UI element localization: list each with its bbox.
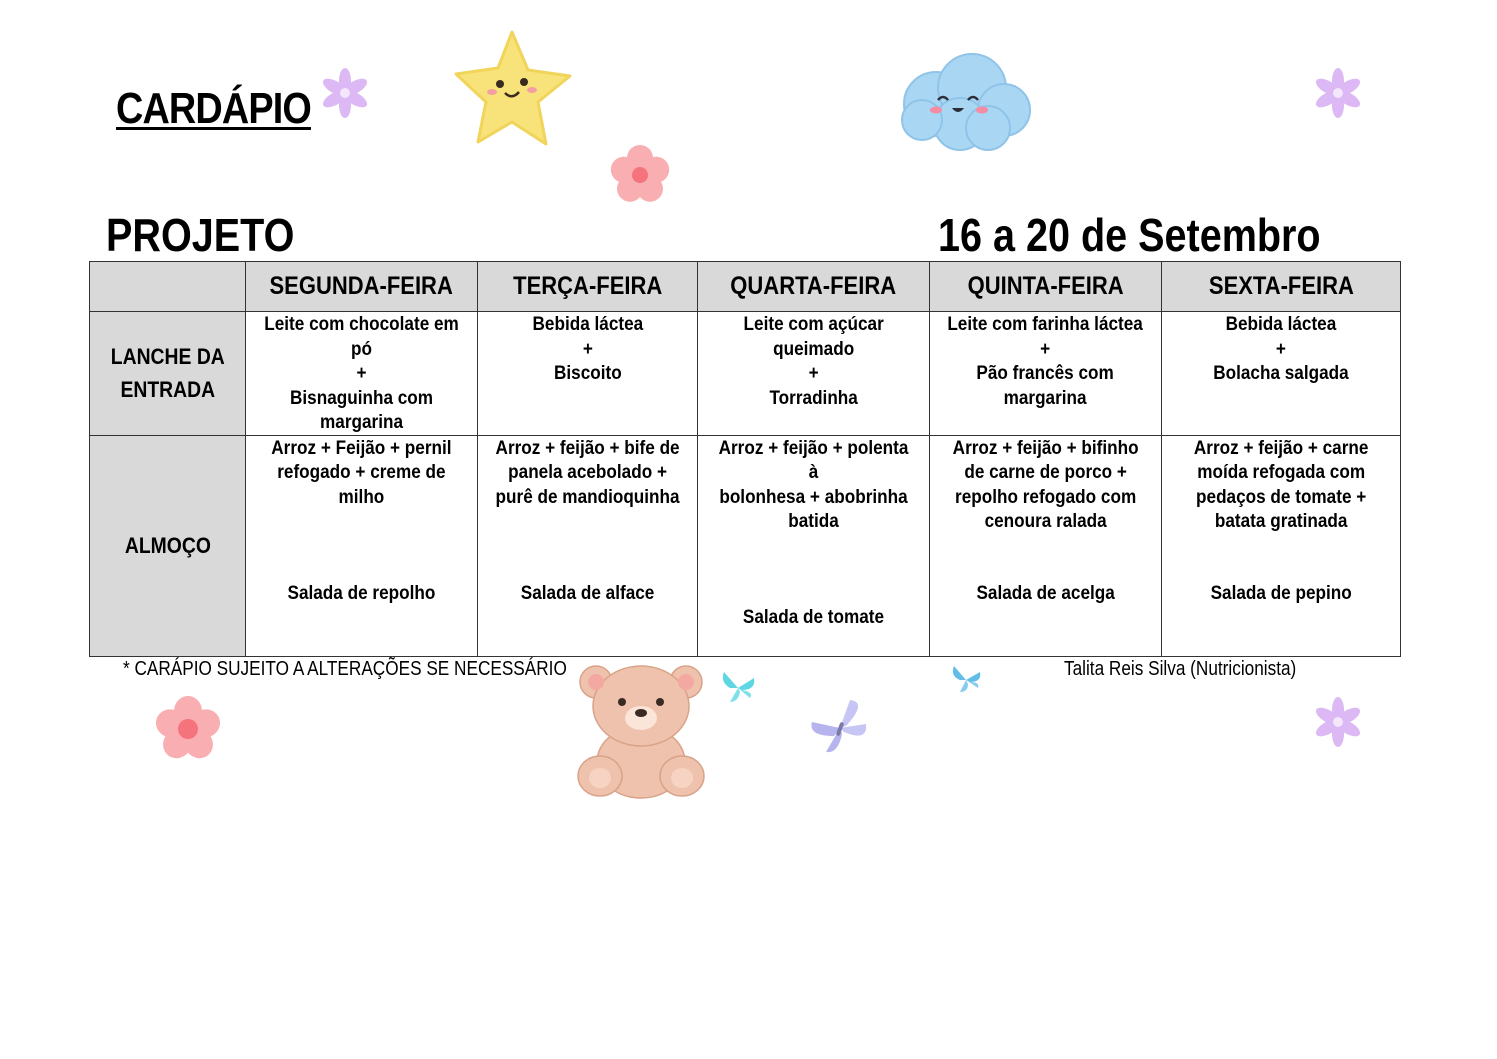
- cloud-icon: [896, 48, 1034, 152]
- pink-flower-icon: [608, 142, 672, 208]
- lanche-cell: Bebida láctea + Bolacha salgada: [1162, 312, 1401, 436]
- butterfly-icon: [806, 696, 874, 758]
- lanche-cell: Leite com açúcar queimado + Torradinha: [698, 312, 930, 436]
- date-range: 16 a 20 de Setembro: [938, 209, 1321, 261]
- almoco-cell: Arroz + feijão + polenta à bolonhesa + abobrinha batida Salada de tomate: [698, 435, 930, 657]
- lanche-row: [90, 312, 1401, 436]
- day-header: SEXTA-FEIRA: [1162, 262, 1401, 312]
- disclaimer-note: * CARÁPIO SUJEITO A ALTERAÇÕES SE NECESSÁRIO: [123, 658, 567, 680]
- day-header: TERÇA-FEIRA: [478, 262, 698, 312]
- star-icon: [452, 26, 578, 152]
- project-label: PROJETO: [106, 209, 295, 261]
- teddy-bear-icon: [574, 658, 708, 802]
- days-header-row: [90, 262, 1401, 312]
- almoco-row: [90, 435, 1401, 657]
- butterfly-icon: [718, 668, 760, 708]
- lanche-cell: Leite com chocolate em pó + Bisnaguinha com margarina: [246, 312, 478, 436]
- almoco-cell: Arroz + feijão + carne moída refogada com pedaços de tomate + batata gratinada Salada de pepino: [1162, 435, 1401, 657]
- lanche-cell: Bebida láctea + Biscoito: [478, 312, 698, 436]
- almoco-cell: Arroz + feijão + bife de panela acebolado + purê de mandioquinha Salada de alface: [478, 435, 698, 657]
- lilac-flower-icon: [1311, 696, 1365, 748]
- almoco-cell: Arroz + feijão + bifinho de carne de porco + repolho refogado com cenoura ralada Salada de acelga: [930, 435, 1162, 657]
- lilac-flower-icon: [318, 66, 372, 120]
- day-header: QUARTA-FEIRA: [698, 262, 930, 312]
- lanche-label: LANCHE DA ENTRADA: [90, 312, 246, 436]
- day-header: SEGUNDA-FEIRA: [246, 262, 478, 312]
- butterfly-icon: [950, 664, 984, 694]
- almoco-cell: Arroz + Feijão + pernil refogado + creme de milho Salada de repolho: [246, 435, 478, 657]
- menu-table: [89, 261, 1401, 657]
- corner-cell: [90, 262, 246, 312]
- pink-flower-icon: [145, 694, 231, 764]
- lilac-flower-icon: [1311, 66, 1365, 120]
- lanche-cell: Leite com farinha láctea + Pão francês com margarina: [930, 312, 1162, 436]
- almoco-label: ALMOÇO: [90, 435, 246, 657]
- day-header: QUINTA-FEIRA: [930, 262, 1162, 312]
- nutritionist-signature: Talita Reis Silva (Nutricionista): [1064, 658, 1297, 680]
- page-title: CARDÁPIO: [116, 84, 311, 133]
